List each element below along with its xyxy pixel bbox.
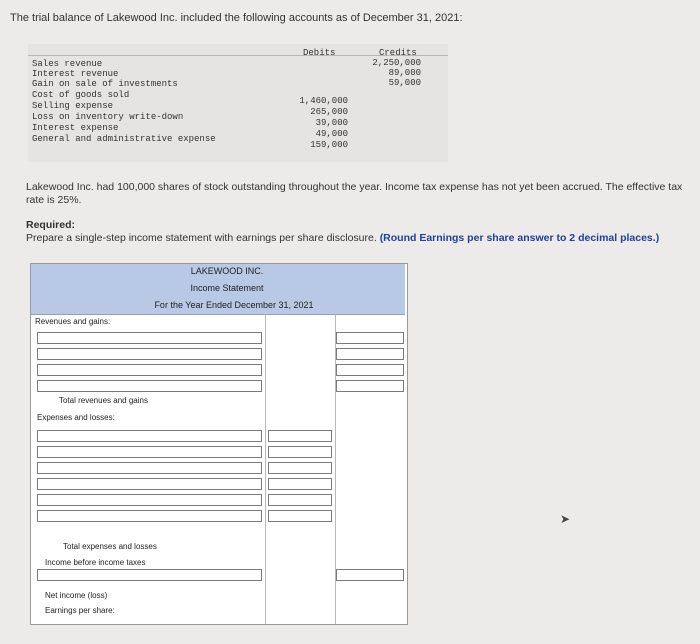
expense-amount-input[interactable] bbox=[268, 510, 332, 522]
income-tax-amount-input[interactable] bbox=[336, 569, 404, 581]
account-credit: 89,000 bbox=[388, 68, 421, 78]
expense-amount-input[interactable] bbox=[268, 462, 332, 474]
expense-amount-input[interactable] bbox=[268, 478, 332, 490]
expenses-label: Expenses and losses: bbox=[37, 413, 115, 422]
revenue-amount-input[interactable] bbox=[336, 364, 404, 376]
expense-amount-input[interactable] bbox=[268, 430, 332, 442]
revenue-account-input[interactable] bbox=[37, 364, 262, 376]
eps-label: Earnings per share: bbox=[45, 606, 115, 615]
total-revenues-label: Total revenues and gains bbox=[59, 396, 148, 405]
trial-balance bbox=[28, 44, 448, 162]
account-debit: 159,000 bbox=[310, 140, 348, 150]
expense-account-input[interactable] bbox=[37, 494, 262, 506]
required-heading: Required: bbox=[26, 219, 76, 231]
required-instruction: Prepare a single-step income statement with earnings per share disclosure. bbox=[26, 232, 377, 244]
expense-account-input[interactable] bbox=[37, 462, 262, 474]
account-name: Interest expense bbox=[32, 123, 119, 133]
net-income-label: Net income (loss) bbox=[45, 591, 108, 600]
income-before-tax-label: Income before income taxes bbox=[45, 558, 146, 567]
required-text bbox=[26, 232, 659, 244]
column-divider bbox=[265, 314, 266, 624]
statement-header bbox=[31, 264, 405, 315]
account-name: Sales revenue bbox=[32, 59, 103, 69]
revenue-amount-input[interactable] bbox=[336, 380, 404, 392]
account-debit: 265,000 bbox=[310, 107, 348, 117]
intro-text: The trial balance of Lakewood Inc. included the following accounts as of December 31, 2021: bbox=[10, 12, 463, 24]
account-debit: 39,000 bbox=[315, 118, 348, 128]
company-name: LAKEWOOD INC. bbox=[190, 266, 264, 276]
expense-account-input[interactable] bbox=[37, 430, 262, 442]
revenue-account-input[interactable] bbox=[37, 380, 262, 392]
account-credit: 2,250,000 bbox=[372, 58, 421, 68]
income-tax-account-input[interactable] bbox=[37, 569, 262, 581]
expense-amount-input[interactable] bbox=[268, 446, 332, 458]
account-debit: 1,460,000 bbox=[299, 96, 348, 106]
revenue-amount-input[interactable] bbox=[336, 348, 404, 360]
revenue-account-input[interactable] bbox=[37, 348, 262, 360]
rounding-note: (Round Earnings per share answer to 2 decimal places.) bbox=[379, 232, 660, 244]
account-name: Gain on sale of investments bbox=[32, 79, 178, 89]
credits-header: Credits bbox=[379, 48, 417, 58]
account-name: Loss on inventory write-down bbox=[32, 112, 184, 122]
expense-account-input[interactable] bbox=[37, 478, 262, 490]
problem-paragraph: Lakewood Inc. had 100,000 shares of stock outstanding throughout the year. Income tax expense has not yet been accrued. The effective tax rate is 25%. bbox=[26, 181, 683, 206]
income-statement-form bbox=[30, 263, 408, 625]
account-name: Selling expense bbox=[32, 101, 114, 111]
account-name: Interest revenue bbox=[32, 69, 119, 79]
account-name: General and administrative expense bbox=[32, 134, 216, 144]
account-name: Cost of goods sold bbox=[32, 90, 130, 100]
debits-header: Debits bbox=[303, 48, 336, 58]
expense-amount-input[interactable] bbox=[268, 494, 332, 506]
expense-account-input[interactable] bbox=[37, 510, 262, 522]
statement-period: For the Year Ended December 31, 2021 bbox=[154, 300, 314, 310]
cursor-icon: ➤ bbox=[560, 512, 571, 526]
revenue-amount-input[interactable] bbox=[336, 332, 404, 344]
expense-account-input[interactable] bbox=[37, 446, 262, 458]
account-credit: 59,000 bbox=[388, 78, 421, 88]
total-expenses-label: Total expenses and losses bbox=[63, 542, 157, 551]
revenues-label: Revenues and gains: bbox=[35, 317, 111, 326]
account-debit: 49,000 bbox=[315, 129, 348, 139]
revenue-account-input[interactable] bbox=[37, 332, 262, 344]
statement-title: Income Statement bbox=[190, 283, 264, 293]
